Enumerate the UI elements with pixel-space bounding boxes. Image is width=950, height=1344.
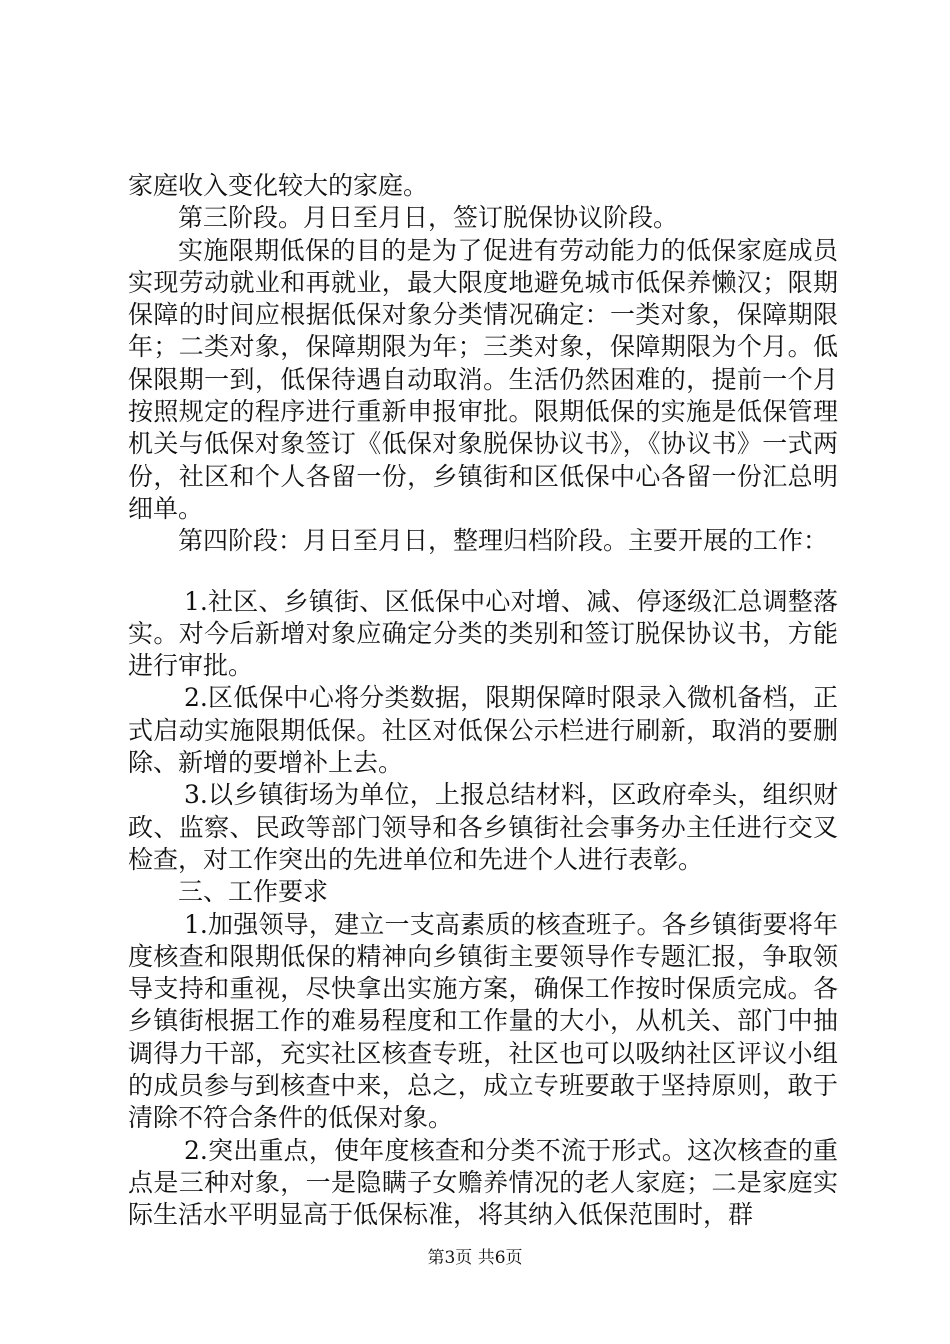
- paragraph-limited-subsidy: 实施限期低保的目的是为了促进有劳动能力的低保家庭成员实现劳动就业和再就业，最大限度地避免城市低保养懒汉；限期保障的时间应根据低保对象分类情况确定：一类对象，保障期限年；二类对象，保障期限为年；三类对象，保障期限为个月。低保限期一到，低保待遇自动取消。生活仍然困难的，提前一个月按照规定的程序进行重新申报审批。限期低保的实施是低保管理机关与低保对象签订《低保对象脱保协议书》，《协议书》一式两份，社区和个人各留一份，乡镇街和区低保中心各留一份汇总明细单。: [128, 235, 838, 523]
- section-heading-requirements: 三、工作要求: [178, 877, 329, 907]
- list-item-3: 3.以乡镇街场为单位，上报总结材料，区政府牵头，组织财政、监察、民政等部门领导和各乡镇街社会事务办主任进行交叉检查，对工作突出的先进单位和先进个人进行表彰。: [128, 780, 838, 874]
- body-text: [128, 170, 838, 1232]
- paragraph-stage-four: 第四阶段：月日至月日，整理归档阶段。主要开展的工作：: [178, 526, 829, 556]
- paragraph-stage-three: 第三阶段。月日至月日，签订脱保协议阶段。: [178, 203, 679, 233]
- list-item-2: 2.区低保中心将分类数据，限期保障时限录入微机备档，正式启动实施限期低保。社区对低保公示栏进行刷新，取消的要删除、新增的要增补上去。: [128, 683, 838, 778]
- requirement-item-2: 2.突出重点，使年度核查和分类不流于形式。这次核查的重点是三种对象，一是隐瞒子女赡养情况的老人家庭；二是家庭实际生活水平明显高于低保标准，将其纳入低保范围时，群: [128, 1135, 838, 1230]
- list-item-1: 1.社区、乡镇街、区低保中心对增、减、停逐级汇总调整落实。对今后新增对象应确定分类的类别和签订脱保协议书，方能进行审批。: [128, 586, 838, 681]
- paragraph-continuation: 家庭收入变化较大的家庭。: [128, 171, 429, 200]
- page-footer: 第3页 共6页: [427, 1248, 523, 1268]
- requirement-item-1: 1.加强领导，建立一支高素质的核查班子。各乡镇街要将年度核查和限期低保的精神向乡镇街主要领导作专题汇报，争取领导支持和重视，尽快拿出实施方案，确保工作按时保质完成。各乡镇街根据工作的难易程度和工作量的大小，从机关、部门中抽调得力干部，充实社区核查专班，社区也可以吸纳社区评议小组的成员参与到核查中来，总之，成立专班要敢于坚持原则，敢于清除不符合条件的低保对象。: [128, 909, 838, 1133]
